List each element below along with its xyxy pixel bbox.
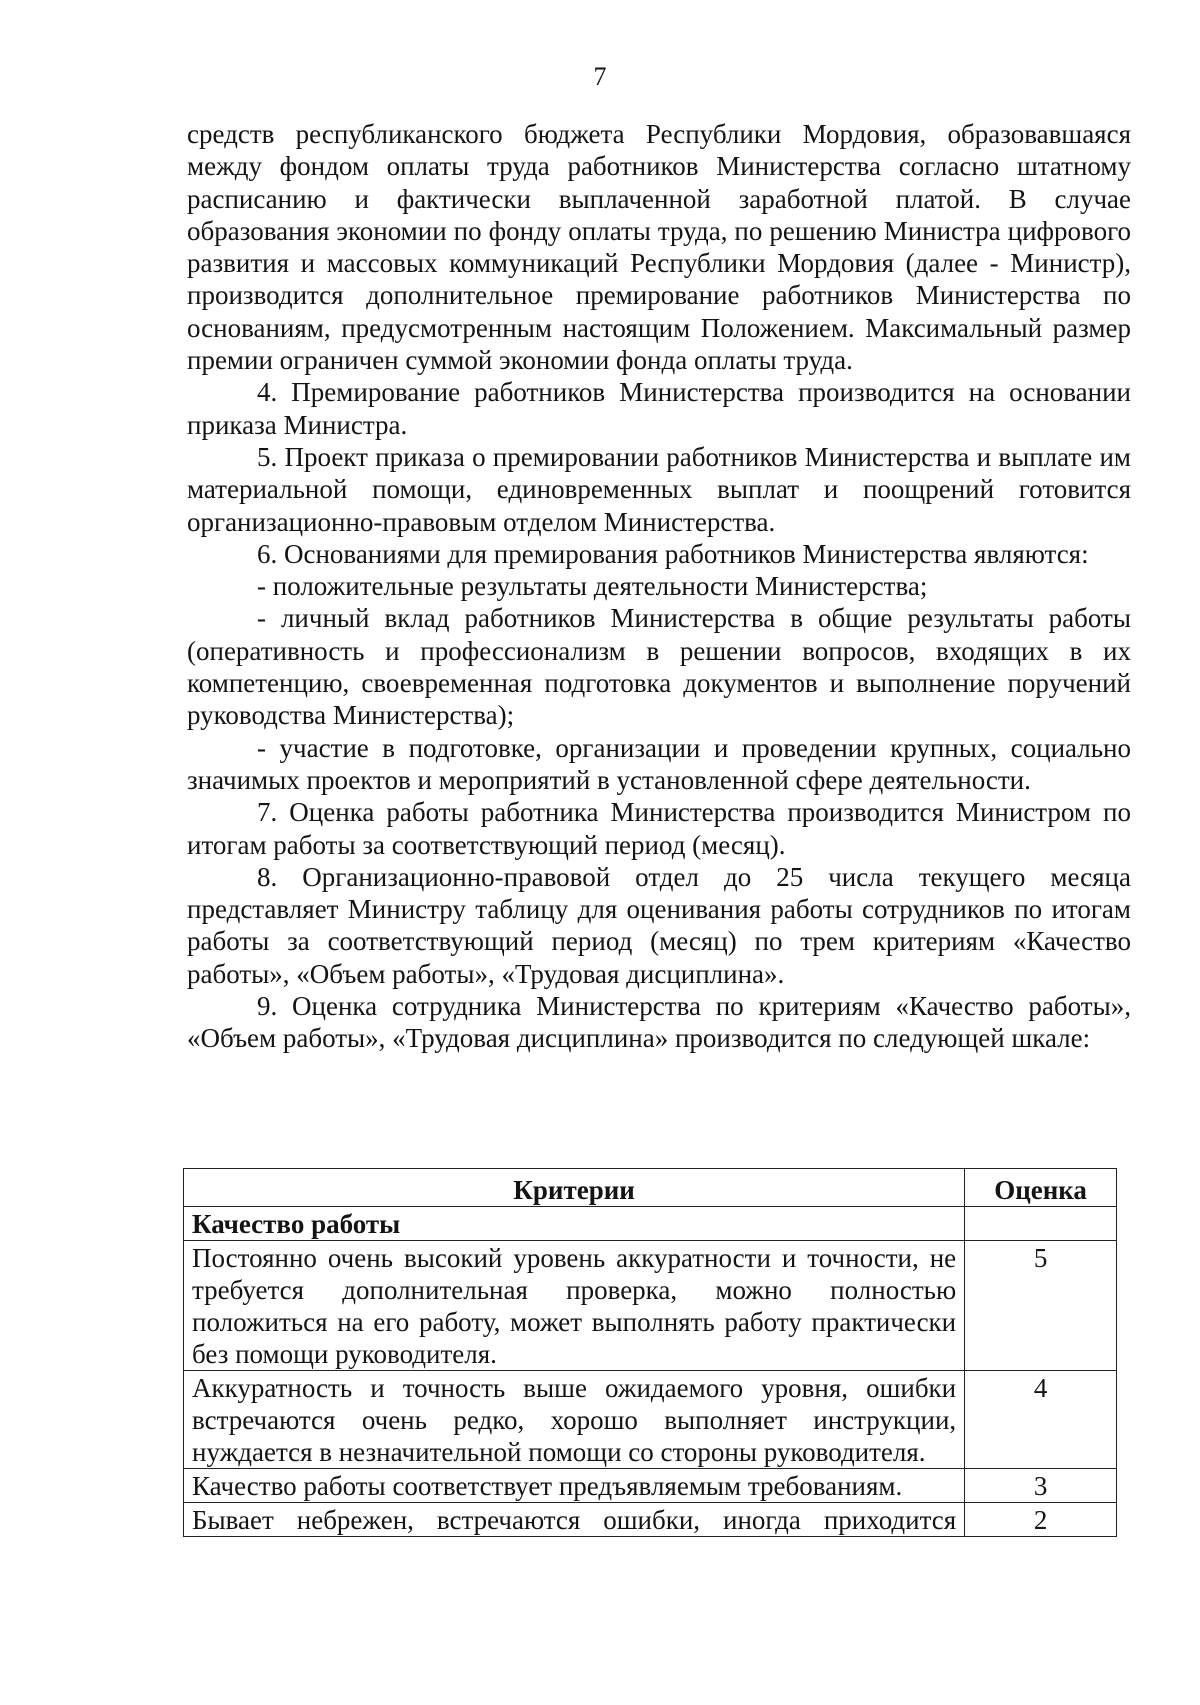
- paragraph-item-9: 9. Оценка сотрудника Министерства по критериям «Качество работы», «Объем работы», «Трудовая дисциплина» производится по следующей шкале:: [187, 991, 1131, 1054]
- list-item-contribution: - личный вклад работников Министерства в общие результаты работы (оперативность и профессионализм в решении вопросов, входящих в их компетенцию, своевременная подготовка документов и выполнение поручений руководства Министерства);: [187, 603, 1131, 731]
- criterion-cell: Аккуратность и точность выше ожидаемого уровня, ошибки встречаются очень редко, хорошо выполняет инструкции, нуждается в незначительной помощи со стороны руководителя.: [184, 1371, 965, 1469]
- section-score-empty: [965, 1207, 1117, 1241]
- criterion-cell: Качество работы соответствует предъявляемым требованиям.: [184, 1469, 965, 1503]
- paragraph-item-6: 6. Основаниями для премирования работников Министерства являются:: [257, 538, 1089, 569]
- table-row: [184, 1241, 1117, 1371]
- section-title: Качество работы: [184, 1207, 965, 1241]
- table-row: [184, 1469, 1117, 1503]
- table-section-row: [184, 1207, 1117, 1241]
- score-cell: 2: [965, 1503, 1117, 1537]
- table-row: [184, 1503, 1117, 1537]
- score-cell: 5: [965, 1241, 1117, 1371]
- criterion-cell: Бывает небрежен, встречаются ошибки, иногда приходится: [184, 1503, 965, 1537]
- criteria-table: [183, 1168, 1117, 1537]
- table-row: [184, 1371, 1117, 1469]
- paragraph-item-7: 7. Оценка работы работника Министерства производится Министром по итогам работы за соответствующий период (месяц).: [187, 797, 1131, 860]
- document-body: [187, 118, 1131, 1055]
- table-header-row: [184, 1169, 1117, 1207]
- header-score: Оценка: [965, 1169, 1117, 1207]
- list-item-participation: - участие в подготовке, организации и проведении крупных, социально значимых проектов и мероприятий в установленной сфере деятельности.: [187, 732, 1131, 795]
- paragraph-item-5: 5. Проект приказа о премировании работников Министерства и выплате им материальной помощи, единовременных выплат и поощрений готовится организационно-правовым отделом Министерства.: [187, 441, 1131, 537]
- score-cell: 4: [965, 1371, 1117, 1469]
- score-cell: 3: [965, 1469, 1117, 1503]
- header-criteria: Критерии: [184, 1169, 965, 1207]
- paragraph-continuation: средств республиканского бюджета Республики Мордовия, образовавшаяся между фондом оплаты труда работников Министерства согласно штатному расписанию и фактически выплаченной заработной платой. В случае образования экономии по фонду оплаты труда, по решению Министра цифрового развития и массовых коммуникаций Республики Мордовия (далее - Министр), производится дополнительное премирование работников Министерства по основаниям, предусмотренным настоящим Положением. Максимальный размер премии ограничен суммой экономии фонда оплаты труда.: [187, 119, 1131, 376]
- paragraph-item-8: 8. Организационно-правовой отдел до 25 числа текущего месяца представляет Министру таблицу для оценивания работы сотрудников по итогам работы за соответствующий период (месяц) по трем критериям «Качество работы», «Объем работы», «Трудовая дисциплина».: [187, 861, 1131, 989]
- paragraph-item-4: 4. Премирование работников Министерства производится на основании приказа Министра.: [187, 377, 1131, 440]
- list-item-results: - положительные результаты деятельности Министерства;: [257, 571, 928, 602]
- page-number: 7: [593, 62, 607, 91]
- criterion-cell: Постоянно очень высокий уровень аккуратности и точности, не требуется дополнительная проверка, можно полностью положиться на его работу, может выполнять работу практически без помощи руководителя.: [184, 1241, 965, 1371]
